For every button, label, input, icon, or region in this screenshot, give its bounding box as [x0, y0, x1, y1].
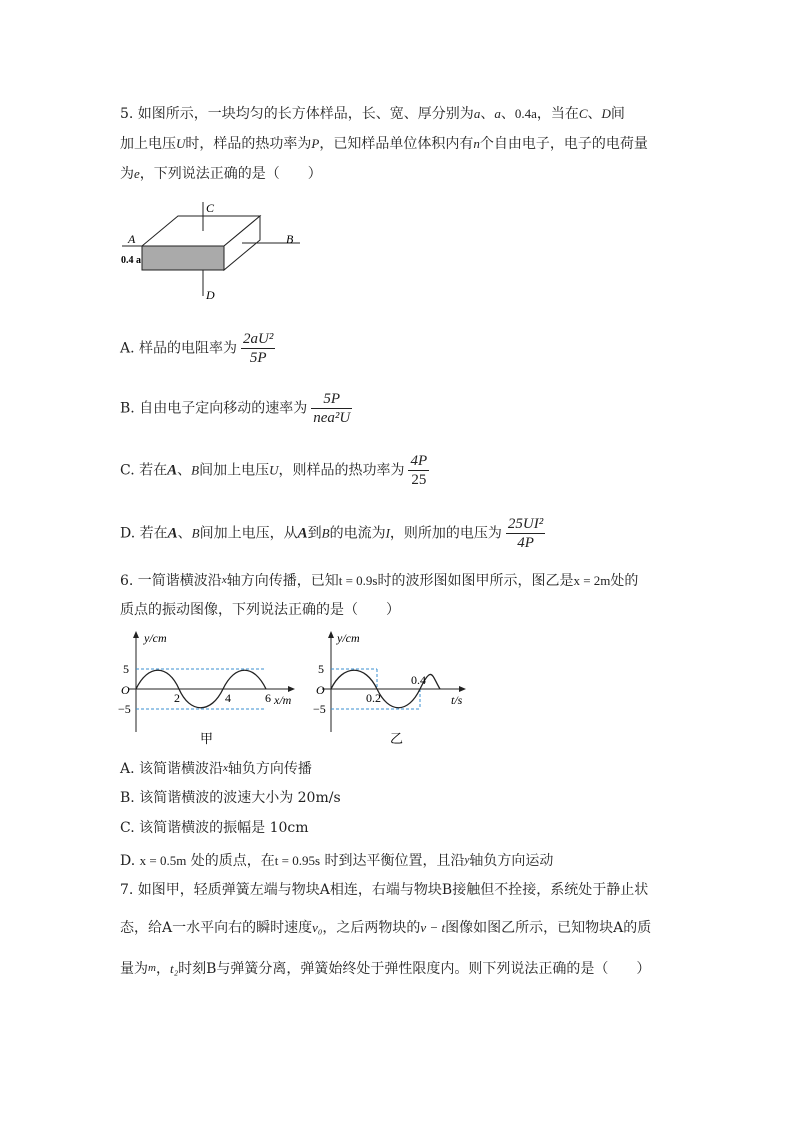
var-t2: t₂: [169, 961, 179, 976]
q5-text: 5. 如图所示，一块均匀的长方体样品，长、宽、厚分别为: [120, 106, 474, 122]
var-n: n: [473, 136, 480, 151]
q5-option-B: [120, 390, 352, 427]
label-B: B: [286, 232, 294, 246]
sep: 、: [177, 525, 192, 542]
q7-line-3: [120, 958, 650, 979]
q5-text: 加上电压: [120, 136, 176, 152]
var-m: m: [148, 962, 156, 974]
var-y: y: [464, 854, 470, 866]
x-tick-6: 6: [265, 691, 271, 705]
label-D: D: [206, 288, 215, 302]
var-B: B: [191, 525, 200, 541]
q5-option-D: [120, 515, 545, 552]
sep: 、: [480, 106, 495, 122]
var-x05: x = 0.5m: [139, 853, 187, 868]
var-vt: v − t: [420, 920, 446, 935]
var-I: I: [385, 525, 390, 541]
var-U: U: [269, 462, 279, 478]
q5-text: 间: [610, 106, 625, 122]
y-tick-neg5: −5: [313, 702, 326, 716]
sep: 、: [177, 462, 192, 479]
option-text: B. 该简谐横波的波速大小为 20m/s: [120, 790, 341, 806]
q6-option-D: [120, 850, 553, 871]
var-x: x: [221, 574, 227, 586]
t-label: t/s: [451, 693, 463, 707]
label-A: A: [128, 232, 136, 246]
var-t: t = 0.9s: [338, 573, 378, 588]
q5-line-2: [120, 134, 648, 154]
option-text: 间加上电压，从: [199, 525, 298, 542]
var-A: A: [167, 462, 178, 479]
option-text: ，则所加的电压为: [389, 525, 502, 542]
label-C: C: [206, 201, 215, 215]
q6-option-B: [120, 788, 341, 808]
q7-text: 图像如图乙所示，已知物块A的质: [445, 920, 652, 936]
q7-text: ，: [155, 961, 170, 977]
option-text: 处的质点，在: [186, 853, 275, 869]
sep: 、: [500, 106, 515, 122]
option-text: 轴负方向运动: [469, 853, 554, 869]
var-a: a: [494, 106, 501, 121]
q5-text: ，已知样品单位体积内有: [319, 136, 474, 152]
option-text: D. 若在: [120, 525, 168, 542]
q5-text: ，下列说法正确的是（ ）: [139, 166, 322, 182]
var-04a: 0.4a: [514, 106, 537, 121]
y-tick-neg5: −5: [118, 702, 131, 716]
x-label: x/m: [274, 693, 292, 707]
numerator: 2aU²: [243, 331, 274, 347]
origin-label: O: [316, 683, 325, 697]
var-P: P: [311, 136, 320, 151]
fraction: [241, 330, 275, 367]
option-text: B. 自由电子定向移动的速率为: [120, 400, 308, 417]
q5-option-C: [120, 452, 429, 489]
q6-text: 质点的振动图像，下列说法正确的是（ ）: [120, 602, 400, 618]
q5-text: 个自由电子，电子的电荷量: [479, 136, 648, 152]
option-text: ，则样品的热功率为: [278, 462, 405, 479]
var-t095: t = 0.95s: [274, 853, 321, 868]
numerator: 4P: [410, 453, 428, 469]
var-v0: v₀: [312, 920, 323, 935]
numerator: 5P: [311, 390, 352, 409]
denominator: 25: [411, 472, 427, 488]
var-B: B: [191, 462, 200, 478]
t-tick-0.4: 0.4: [411, 673, 426, 687]
sep: 、: [587, 106, 602, 122]
var-A: A: [167, 525, 178, 542]
q6-option-A: [120, 758, 312, 779]
wave-graph-jia: [116, 628, 301, 748]
q6-text: 轴方向传播，已知: [226, 573, 339, 589]
q6-text: 6. 一简谐横波沿: [120, 573, 222, 589]
q7-text: 时刻B与弹簧分离，弹簧始终处于弹性限度内。则下列说法正确的是（ ）: [178, 961, 651, 977]
q6-text: 处的: [610, 573, 639, 589]
q7-text: ，之后两物块的: [322, 920, 421, 936]
fraction: [311, 390, 352, 427]
option-text: C. 该简谐横波的振幅是 10cm: [120, 820, 309, 836]
var-A: A: [297, 525, 308, 542]
q5-line-1: [120, 104, 625, 124]
y-tick-5: 5: [318, 662, 324, 676]
fraction: [408, 452, 429, 489]
q7-text: 量为: [120, 961, 148, 977]
q7-line-1: [120, 880, 648, 900]
var-x: x: [223, 762, 228, 774]
q5-option-A: [120, 330, 275, 367]
option-text: A. 该简谐横波沿: [120, 761, 224, 777]
option-text: D.: [120, 853, 140, 869]
option-text: C. 若在: [120, 462, 168, 479]
q6-line-1: [120, 570, 638, 591]
denominator: 4P: [517, 535, 534, 551]
var-U: U: [176, 136, 186, 151]
option-text: 的电流为: [329, 525, 386, 542]
numerator: 25UI²: [507, 516, 544, 532]
var-B: B: [321, 525, 330, 541]
x-tick-2: 2: [174, 691, 180, 705]
label-04a: 0.4 a: [121, 255, 141, 266]
y-tick-5: 5: [123, 662, 129, 676]
q5-line-3: [120, 164, 322, 184]
box-front-face: [142, 246, 224, 270]
option-text: 轴负方向传播: [227, 761, 312, 777]
q5-box-figure: [118, 198, 308, 306]
option-text: A. 样品的电阻率为: [120, 340, 238, 357]
q5-text: 时，样品的热功率为: [185, 136, 312, 152]
origin-label: O: [121, 683, 130, 697]
var-a: a: [473, 106, 481, 121]
var-D: D: [601, 106, 611, 121]
y-label: y/cm: [144, 631, 167, 645]
denominator: 5P: [249, 350, 267, 366]
x-tick-4: 4: [225, 691, 231, 705]
q7-text: 7. 如图甲，轻质弹簧左端与物块A相连，右端与物块B接触但不拴接，系统处于静止状: [120, 882, 649, 898]
denominator: nea²U: [313, 410, 351, 426]
q7-text: 态，给A一水平向右的瞬时速度: [120, 920, 313, 936]
q6-line-2: [120, 600, 400, 620]
option-text: 间加上电压: [199, 462, 270, 479]
q7-line-2: [120, 918, 651, 938]
q6-option-C: [120, 818, 309, 838]
q5-text: ，当在: [536, 106, 579, 122]
var-C: C: [578, 106, 588, 121]
vibration-graph-yi: [310, 628, 480, 748]
fraction: [506, 515, 545, 552]
option-text: 到: [307, 525, 322, 542]
t-tick-0.2: 0.2: [366, 691, 381, 705]
caption-jia: 甲: [200, 731, 214, 746]
option-text: 时到达平衡位置，且沿: [320, 853, 465, 869]
y-label: y/cm: [337, 631, 360, 645]
var-e: e: [134, 166, 140, 181]
var-x2m: x = 2m: [573, 573, 611, 588]
q6-text: 时的波形图如图甲所示，图乙是: [377, 573, 574, 589]
caption-yi: 乙: [390, 731, 404, 746]
q5-text: 为: [120, 166, 134, 182]
